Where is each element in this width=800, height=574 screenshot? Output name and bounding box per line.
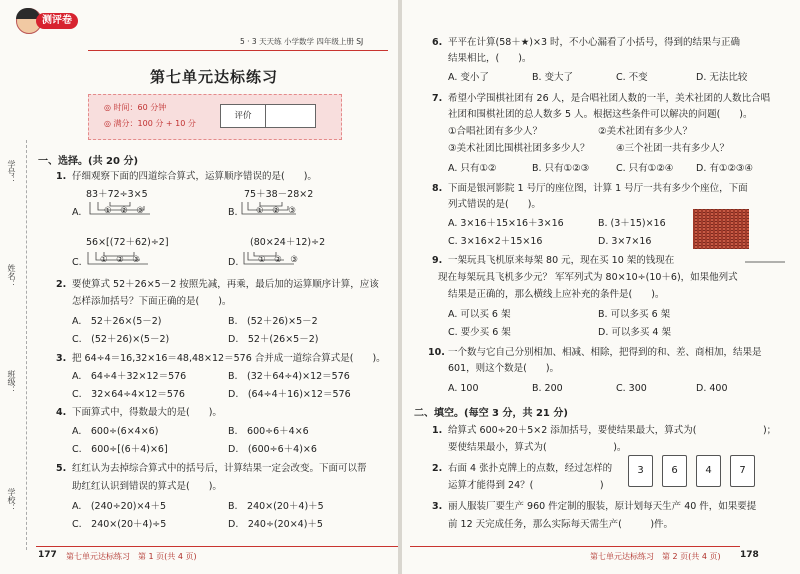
f2-number: 2. [432,463,443,474]
q1-option-c-expr: 56×[(72＋62)÷2] [86,237,169,248]
q3-text: 把 64÷4＝16,32×16＝48,48×12＝576 合并成一道综合算式是( )。 [72,353,386,364]
q9-line3: 结果是正确的，那么横线上应补充的条件是( )。 [448,289,665,300]
q7-option-d[interactable]: D. 有①②③④ [696,163,753,174]
q1-text: 仔细观察下面的四道综合算式，运算顺序错误的是( )。 [72,171,317,182]
q3-option-c[interactable]: C. 32×64÷4×12＝576 [72,389,185,400]
q7-item-4: ④三个社团一共有多少人？ [616,143,730,154]
f2-line1: 右面 4 张扑克牌上的点数，经过怎样的 [448,463,613,474]
q6-line2: 结果相比，( )。 [448,53,532,64]
f2-line2[interactable]: 运算才能得到 24？( ) [448,480,604,491]
q3-option-b[interactable]: B. (32＋64÷4)×12＝576 [228,371,350,382]
q8-line2: 列式错误的是( )。 [448,199,541,210]
q9-line1: 一架玩具飞机原来每架 80 元，现在买 10 架的钱现在 [448,255,675,266]
f1-number: 1. [432,425,443,436]
q4-option-a[interactable]: A. 600÷(6×4×6) [72,426,159,437]
q10-line2: 601，则这个数是( )。 [448,363,560,374]
q7-number: 7. [432,93,443,104]
poker-card-2-value: 6 [671,465,678,476]
q9-option-b[interactable]: B. 可以多买 6 架 [598,309,671,320]
q7-option-a[interactable]: A. 只有①② [448,163,497,174]
footer-rule-right [410,546,740,547]
binding-line [26,140,27,550]
name-label: 姓名： [7,264,16,288]
left-page [0,0,398,574]
logo-label: 测评卷 [36,13,78,29]
q8-line1: 下面是银河影院 1 号厅的座位图，计算 1 号厅一共有多少个座位，下面 [448,183,748,194]
section-choice-heading: 一、选择。(共 20 分) [38,156,139,167]
page-title: 第七单元达标练习 [150,68,279,86]
q9-option-d[interactable]: D. 可以多买 4 架 [598,327,671,338]
time-limit: ◎ 时间：60 分钟 [104,103,167,112]
f3-line2[interactable]: 前 12 天完成任务，那么实际每天需生产( )件。 [448,519,674,530]
right-page [402,0,800,574]
poker-card-2 [662,455,687,487]
poker-card-4-value: 7 [739,465,746,476]
evaluation-label: 评价 [221,105,266,127]
cinema-seat-chart [693,209,749,249]
q10-option-a[interactable]: A. 100 [448,383,479,394]
q1-order-brackets [84,200,394,270]
right-footer-text: 第七单元达标练习 第 2 页(共 4 页) [590,552,721,561]
q8-number: 8. [432,183,443,194]
q1-option-a-marks: ① ② ③ [104,206,144,216]
q2-option-d[interactable]: D. 52＋(26×5－2) [228,334,319,345]
q5-option-b[interactable]: B. 240×(20＋4)＋5 [228,501,324,512]
q1-option-c-label[interactable]: C. [72,257,82,268]
f3-line1: 丽人服装厂要生产 960 件定制的服装，原计划每天生产 40 件，如果要提 [448,501,757,512]
left-page-number: 177 [38,550,57,560]
q4-number: 4. [56,407,67,418]
q10-option-c[interactable]: C. 300 [616,383,647,394]
header-rule [88,50,388,51]
right-page-number: 178 [740,550,759,560]
q2-option-c[interactable]: C. (52＋26)×(5－2) [72,334,170,345]
q3-number: 3. [56,353,67,364]
q7-item-3: ③美术社团比围棋社团多多少人？ [448,143,590,154]
class-label: 班级： [7,370,16,394]
q4-option-b[interactable]: B. 600÷6＋4×6 [228,426,309,437]
q6-option-d[interactable]: D. 无法比较 [696,72,748,83]
f1-line1: 给算式 600÷20＋5×2 添加括号，要使结果最大，算式为( )； [448,425,777,436]
q10-line1: 一个数与它自己分别相加、相减、相除，把得到的和、差、商相加，结果是 [448,347,762,358]
full-score: ◎ 满分：100 分 + 10 分 [104,119,196,128]
section-fill-heading: 二、填空。(每空 3 分，共 21 分) [414,408,568,419]
q5-option-a[interactable]: A. (240÷20)×4＋5 [72,501,166,512]
q1-option-a-label[interactable]: A. [72,207,82,218]
q2-option-b[interactable]: B. (52＋26)×5－2 [228,316,318,327]
q9-answer-blank[interactable] [745,255,785,263]
q4-option-c[interactable]: C. 600÷[(6＋4)×6] [72,444,168,455]
q2-line1: 要使算式 52＋26×5－2 按照先减，再乘，最后加的运算顺序计算，应该 [72,279,379,290]
series-header: 5 · 3 天天练 小学数学 四年级上册 SJ [240,37,364,46]
footer-rule [36,546,398,547]
school-label: 学校： [7,488,16,512]
q9-option-a[interactable]: A. 可以买 6 架 [448,309,511,320]
poker-card-4 [730,455,755,487]
q4-option-d[interactable]: D. (600÷6＋4)×6 [228,444,317,455]
q5-line2: 助红红认识到错误的算式是( )。 [72,481,222,492]
q7-option-b[interactable]: B. 只有①②③ [532,163,590,174]
q2-number: 2. [56,279,67,290]
q1-option-d-marks: ① ② ③ [258,255,298,265]
q1-option-d-expr: (80×24＋12)÷2 [250,237,326,248]
q1-option-b-expr: 75＋38－28×2 [244,189,314,200]
evaluation-box[interactable] [220,104,316,128]
f1-line2[interactable]: 要使结果最小，算式为( )。 [448,442,627,453]
q7-line2: 社团和围棋社团的总人数多 5 人。根据这些条件可以解决的问题( )。 [448,109,753,120]
q2-line2: 怎样添加括号？下面正确的是( )。 [72,296,232,307]
brand-logo [16,8,82,34]
q6-line1: 平平在计算(58＋★)×3 时，不小心漏看了小括号，得到的结果与正确 [448,37,741,48]
q1-option-a-expr: 83＋72÷3×5 [86,189,148,200]
q6-option-c[interactable]: C. 不变 [616,72,648,83]
student-id-label: 学号： [7,160,16,184]
poker-card-1-value: 3 [637,465,644,476]
q9-line2: 现在每架玩具飞机多少元？ 军军列式为 80×10÷(10＋6)，如果他列式 [438,272,738,283]
q6-option-a[interactable]: A. 变小了 [448,72,489,83]
poker-card-3 [696,455,721,487]
q1-option-c-marks: ① ② ③ [100,255,140,265]
q2-option-a[interactable]: A. 52＋26×(5－2) [72,316,162,327]
q5-line1: 红红认为去掉综合算式中的括号后，计算结果一定会改变。下面可以帮 [72,463,367,474]
q8-option-c[interactable]: C. 3×16×2＋15×16 [448,236,543,247]
q3-option-d[interactable]: D. (64÷4＋16)×12＝576 [228,389,351,400]
q1-number: 1. [56,171,67,182]
q1-option-b-label[interactable]: B. [228,207,238,218]
q8-option-a[interactable]: A. 3×16＋15×16＋3×16 [448,218,564,229]
q10-number: 10. [428,347,445,358]
poker-card-1 [628,455,653,487]
left-footer-text: 第七单元达标练习 第 1 页(共 4 页) [66,552,197,561]
q9-number: 9. [432,255,443,266]
q5-option-d[interactable]: D. 240÷(20×4)＋5 [228,519,323,530]
q10-option-d[interactable]: D. 400 [696,383,728,394]
q8-option-d[interactable]: D. 3×7×16 [598,236,652,247]
q3-option-a[interactable]: A. 64÷4＋32×12＝576 [72,371,187,382]
q5-option-c[interactable]: C. 240×(20＋4)÷5 [72,519,167,530]
q5-number: 5. [56,463,67,474]
q7-item-2: ②美术社团有多少人？ [598,126,693,137]
q8-option-b[interactable]: B. (3＋15)×16 [598,218,666,229]
q9-option-c[interactable]: C. 要少买 6 架 [448,327,511,338]
f3-number: 3. [432,501,443,512]
q7-option-c[interactable]: C. 只有①②④ [616,163,674,174]
q4-text: 下面算式中，得数最大的是( )。 [72,407,222,418]
q1-option-b-marks: ① ② ③ [256,206,296,216]
q6-option-b[interactable]: B. 变大了 [532,72,574,83]
q7-line1: 希望小学围棋社团有 26 人，是合唱社团人数的一半，美术社团的人数比合唱 [448,93,771,104]
q7-item-1: ①合唱社团有多少人？ [448,126,543,137]
q1-option-d-label[interactable]: D. [228,257,239,268]
q6-number: 6. [432,37,443,48]
q10-option-b[interactable]: B. 200 [532,383,563,394]
poker-card-3-value: 4 [705,465,712,476]
